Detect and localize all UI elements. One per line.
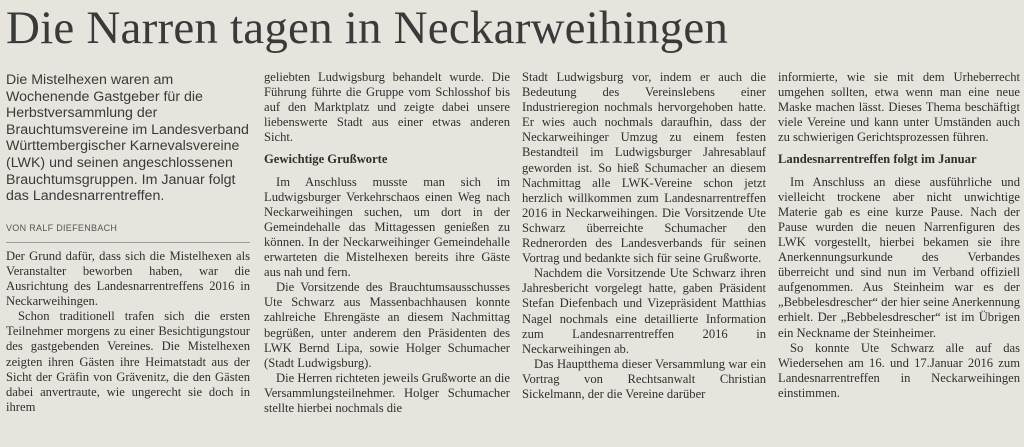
paragraph: Die Herren richteten jeweils Grußworte an die Versammlungsteilnehmer. Holger Schumacher stellte hierbei nochmals die — [264, 370, 510, 415]
paragraph: Schon traditionell trafen sich die ersten Teilnehmer morgens zu einer Besichtigungstour des gastgebenden Vereines. Die Mistelhexen zeigten ihren Gästen ihre Heimatstadt aus der Sicht der Gräfin von Grävenitz, die den Gästen dabei anvertraute, wie ungerecht sie doch in ihrem — [6, 309, 250, 414]
column-4 — [778, 70, 1020, 401]
article-lead: Die Mistelhexen waren am Wochenende Gastgeber für die Herbstversammlung der Brauchtumsvereine im Landesverband Württembergischer Karnevalsvereine (LWK) und seinen angeschlossenen Brauchtumsgruppen. Im Januar folgt das Landesnarrentreffen. — [6, 72, 249, 205]
subheading-grussworte: Gewichtige Grußworte — [264, 152, 388, 167]
paragraph: Die Vorsitzende des Brauchtumsausschusses Ute Schwarz aus Massenbachhausen konnte zahlreiche Ehrengäste an diesem Nachmittag begrüßen, unter anderem den Präsidenten des LWK Bernd Lipa, sowie Holger Schumacher (Stadt Ludwigsburg). — [264, 280, 510, 370]
paragraph: Das Hauptthema dieser Versammlung war ein Vortrag von Rechtsanwalt Christian Sickelmann, der die Vereine darüber — [522, 356, 766, 401]
paragraph: Im Anschluss musste man sich im Ludwigsburger Verkehrschaos einen Weg nach Neckarweihingen suchen, um dort in der Gemeindehalle das Mittagessen genießen zu können. In der Neckarweihinger Gemeindehalle erwarteten die Mistelhexen bereits ihre Gäste aus nah und fern. — [264, 174, 510, 280]
article-headline: Die Narren tagen in Neckarweihingen — [6, 2, 729, 54]
paragraph: Im Anschluss an diese ausführliche und vielleicht trockene aber nicht unwichtige Materie gab es eine kurze Pause. Nach der Pause wurden die neuen Narrenfiguren des LWK vorgestellt, hierbei bekamen sie ihre Anerkennungsurkunde des Verbandes überreicht und sind nun im Verband offiziell aufgenommen. Aus Steinheim war es der „Bebbelesdrescher“ der hier seine Anerkennung erhielt. Der „Bebbelesdrescher“ ist im Übrigen ein Neckname der Steinheimer. — [778, 174, 1020, 340]
paragraph: So konnte Ute Schwarz alle auf das Wiedersehen am 16. und 17.Januar 2016 zum Landesnarrentreffen in Neckarweihingen einstimmen. — [778, 340, 1020, 400]
paragraph: informierte, wie sie mit dem Urheberrecht umgehen sollten, etwa wenn man eine neue Maske machen lässt. Dieses Thema beschäftigt viele Vereine und kann unter Umständen auch zu schwierigen Gerichtsprozessen führen. — [778, 70, 1020, 145]
article-byline: VON RALF DIEFENBACH — [6, 221, 250, 243]
subheading-landesnarrentreffen: Landesnarrentreffen folgt im Januar — [778, 152, 977, 167]
column-2 — [264, 70, 510, 416]
column-1 — [6, 72, 250, 415]
paragraph: Stadt Ludwigsburg vor, indem er auch die Bedeutung des Vereinslebens einer Industrieregion nochmals hervorgehoben hatte. Er wies auch nochmals daraufhin, dass der Neckarweihinger Umzug zu einem festen Bestandteil im Ludwigsburger Jahresablauf geworden ist. So hieß Schumacher an diesem Nachmittag alle LWK-Vereine schon jetzt herzlich willkommen zum Landesnarrentreffen 2016 in Neckarweihingen. Die Vorsitzende Ute Schwarz überreichte Schumacher den Rednerorden des Landesverbands für seinen Vortrag und bedankte sich für seine Grußworte. — [522, 70, 766, 266]
paragraph: geliebten Ludwigsburg behandelt wurde. Die Führung führte die Gruppe vom Schlosshof bis auf den Marktplatz und zeigte dabei unsere liebenswerte Stadt aus einer etwas anderen Sicht. — [264, 70, 510, 145]
paragraph: Nachdem die Vorsitzende Ute Schwarz ihren Jahresbericht vorgelegt hatte, gaben Präsident Stefan Diefenbach und Vizepräsident Matthias Nagel nochmals eine detaillierte Information zum Landesnarrentreffen 2016 in Neckarweihingen ab. — [522, 266, 766, 356]
paragraph: Der Grund dafür, dass sich die Mistelhexen als Veranstalter beworben haben, war die Ausrichtung des Landesnarrentreffens 2016 in Neckarweihingen. — [6, 248, 250, 309]
column-3 — [522, 70, 766, 402]
